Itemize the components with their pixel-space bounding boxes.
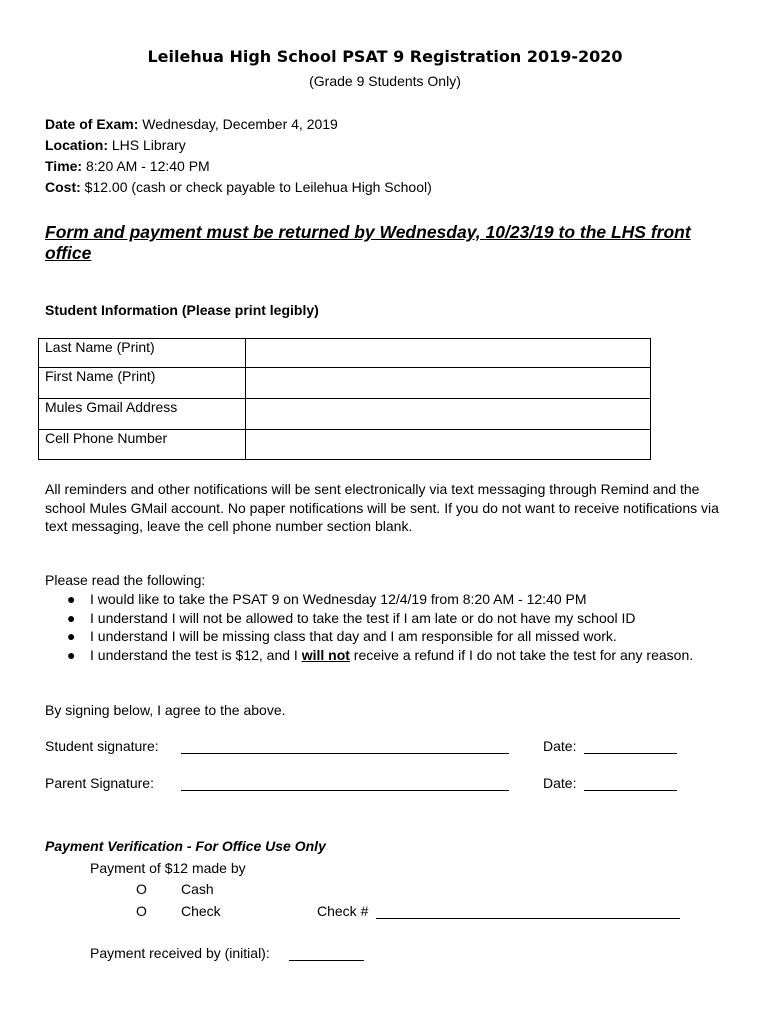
student-signature-line[interactable] — [181, 753, 509, 754]
table-row — [39, 368, 651, 399]
bullet-icon: ● — [67, 646, 76, 663]
exam-location-value: LHS Library — [108, 137, 186, 153]
received-by-line[interactable] — [289, 960, 364, 961]
exam-time-value: 8:20 AM - 12:40 PM — [82, 158, 210, 174]
exam-time — [45, 158, 210, 174]
exam-cost-label: Cost: — [45, 179, 81, 195]
exam-location-label: Location: — [45, 137, 108, 153]
last-name-field[interactable] — [246, 339, 651, 368]
cell-phone-label: Cell Phone Number — [39, 430, 246, 460]
last-name-label: Last Name (Print) — [39, 339, 246, 368]
list-item: ● I understand I will be missing class that day and I am responsible for all missed work. — [67, 628, 617, 644]
cash-option-mark[interactable]: O — [136, 881, 147, 897]
agreement-list — [45, 590, 725, 664]
cash-label: Cash — [181, 881, 214, 897]
table-row — [39, 339, 651, 368]
exam-cost-value: $12.00 (cash or check payable to Leilehua High School) — [80, 179, 432, 195]
parent-signature-line[interactable] — [181, 790, 509, 791]
agreement-intro: Please read the following: — [45, 572, 206, 588]
list-item: ● I would like to take the PSAT 9 on Wednesday 12/4/19 from 8:20 AM - 12:40 PM — [67, 591, 587, 607]
student-date-label: Date: — [543, 738, 577, 754]
page-subtitle: (Grade 9 Students Only) — [309, 73, 461, 89]
signing-statement: By signing below, I agree to the above. — [45, 702, 286, 718]
check-number-line[interactable] — [376, 918, 680, 919]
student-info-heading: Student Information (Please print legibly) — [45, 302, 319, 318]
notification-text: All reminders and other notifications will be sent electronically via text messaging through Remind and the school Mules GMail account. No paper notifications will be sent. If you do not want to receive notifications via text messaging, leave the cell phone number section blank. — [45, 481, 719, 534]
check-number-label: Check # — [317, 903, 369, 919]
gmail-field[interactable] — [246, 399, 651, 430]
payment-made-by: Payment of $12 made by — [90, 860, 246, 876]
exam-date — [45, 116, 338, 132]
student-signature-label: Student signature: — [45, 738, 159, 754]
exam-date-label: Date of Exam: — [45, 116, 139, 132]
payment-heading: Payment Verification - For Office Use Only — [45, 838, 326, 854]
check-option-mark[interactable]: O — [136, 903, 147, 919]
deadline-notice: Form and payment must be returned by Wednesday, 10/23/19 to the LHS front office — [45, 222, 691, 263]
page-title: Leilehua High School PSAT 9 Registration 2019-2020 — [147, 47, 623, 66]
bullet-icon: ● — [67, 591, 76, 607]
received-by-label: Payment received by (initial): — [90, 945, 270, 961]
list-item: ● I understand the test is $12, and I will not receive a refund if I do not take the test for any reason. — [67, 646, 694, 663]
exam-cost — [45, 179, 432, 195]
cell-phone-field[interactable] — [246, 430, 651, 460]
list-item: ● I understand I will not be allowed to take the test if I am late or do not have my school ID — [67, 609, 636, 626]
check-label: Check — [181, 903, 221, 919]
first-name-label: First Name (Print) — [39, 368, 246, 399]
table-row — [39, 430, 651, 460]
parent-signature-label: Parent Signature: — [45, 775, 154, 791]
bullet-icon: ● — [67, 609, 76, 626]
will-not-emphasis: will not — [301, 646, 350, 663]
exam-location — [45, 137, 186, 153]
student-date-line[interactable] — [584, 753, 677, 754]
exam-date-value: Wednesday, December 4, 2019 — [138, 116, 338, 132]
bullet-icon: ● — [67, 628, 76, 644]
exam-time-label: Time: — [45, 158, 83, 174]
student-info-table — [38, 338, 651, 460]
parent-date-line[interactable] — [584, 790, 677, 791]
gmail-label: Mules Gmail Address — [39, 399, 246, 430]
first-name-field[interactable] — [246, 368, 651, 399]
table-row — [39, 399, 651, 430]
parent-date-label: Date: — [543, 775, 577, 791]
